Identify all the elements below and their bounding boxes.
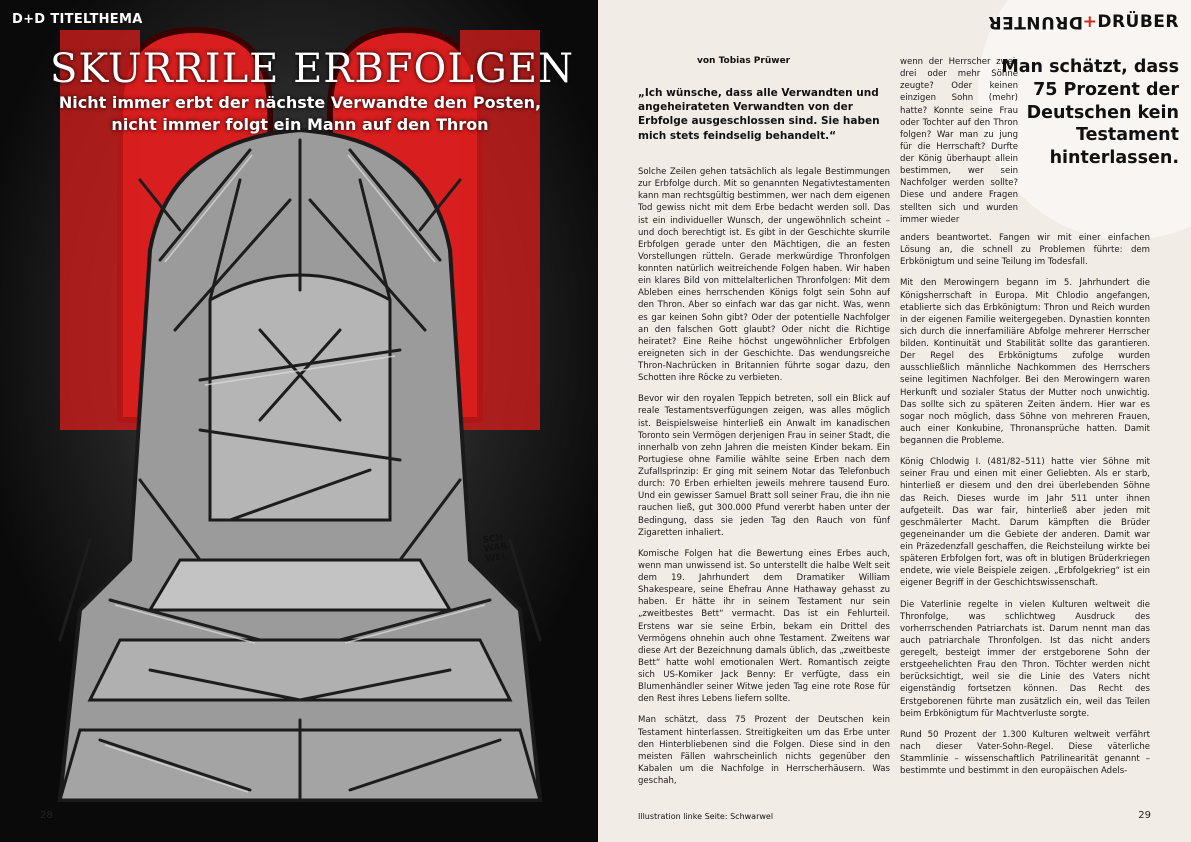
paragraph: Komische Folgen hat die Bewertung eines Erbes auch, wenn man unwissend ist. So unterstellt die halbe Welt seit dem 19. Jahrhundert dem Dramatiker William Shakespeare, seine Ehefrau Anne Hathaway gehasst zu haben. Er hätte ihr in seinem Testament nur sein „zweitbestes Bett“ vermacht. Das ist ein Fehlurteil. Erstens war sie seine Erbin, bekam ein Drittel des Vermögens ohnehin auch ohne Testament. Zweitens war diese Art der Bezeichnung damals üblich, das „zweitbeste Bett“ hatte wohl emotionalen Wert. Romantisch zeigte sich US-Komiker Jack Benny: Er verfügte, dass ein Blumenhändler seiner Witwe jeden Tag eine rote Rose für den Rest ihres Lebens liefern sollte. — [638, 548, 890, 705]
logo-plus: + — [1082, 12, 1098, 32]
paragraph: Solche Zeilen gehen tatsächlich als legale Bestimmungen zur Erbfolge durch. Mit so genannten Negativtestamenten kann man rechtsgültig bestimmen, wer nach dem eigenen Tod gewiss nicht mit dem Erbe bedacht werden soll. Das ist ein individueller Wunsch, der ungewöhnlich scheint – und doch berechtigt ist. Es gibt in der Geschichte skurrile Erbfolgen gerade unter den Mächtigen, die an festen Vorstellungen rütteln. Gerade merkwürdige Thronfolgen konnten natürlich weitreichende Folgen haben. Wir haben ein klares Bild von mittelalterlichen Thronfolgen: Mit dem Ableben eines herrschenden Königs folgt sein Sohn auf den Thron. Aber so einfach war das gar nicht. Was, wenn es gar keinen Sohn gibt? Oder der potentielle Nachfolger an den falschen Gott glaubt? Oder nicht die Richtige heiratet? Eine Reihe höchst ungewöhnlicher Erbfolgen ereigneten sich in der Geschichte. Das wendungsreiche Thron-Nachrücken in Britannien führte sogar dazu, den Schotten ihre Röcke zu verbieten. — [638, 167, 890, 384]
section-label-text: TITELTHEMA — [50, 12, 143, 27]
text-column-2 — [900, 232, 1150, 786]
paragraph: wenn der Herrscher zwei, drei oder mehr Söhne zeugte? Oder keinen einzigen Sohn (mehr) hatte? Konnte seine Frau oder Tochter auf den Thron folgen? War man zu jung für die Herrschaft? Durfte der König überhaupt allein bestimmen, wer sein Nachfolger werden sollte? Diese und andere Fragen stellten sich und wurden immer wieder — [900, 57, 1018, 225]
paragraph: Man schätzt, dass 75 Prozent der Deutschen kein Testament hinterlassen. Streitigkeiten um das Erbe unter den Hinterbliebenen sind die Folgen. Diese sind in den meisten Fällen wahrscheinlich nichts gegenüber den Kabalen um die Nachfolge in Herrscherhäusern. Was geschah, — [638, 715, 890, 786]
article-subtitle: Nicht immer erbt der nächste Verwandte den Posten, nicht immer folgt ein Mann auf den Thron — [58, 93, 542, 134]
section-label — [12, 12, 143, 27]
logo-drunter: DRUNTER — [987, 12, 1083, 32]
right-page — [598, 0, 1191, 842]
page-number-right: 29 — [1138, 810, 1151, 821]
paragraph: Bevor wir den royalen Teppich betreten, soll ein Blick auf reale Testamentsverfügungen zeigen, was alles möglich ist. Beispielsweise hinterließ ein Anwalt im kanadischen Toronto sein Vermögen derjenigen Frau in seiner Stadt, die innerhalb von zehn Jahren die meisten Kinder bekam. Ein Portugiese ohne Familie wählte seine Erben nach dem Zufallsprinzip: Er ging mit seinem Notar das Telefonbuch durch: 70 Erben erhielten jeweils mehrere tausend Euro. Und ein gewisser Samuel Bratt soll seiner Frau, die ihn nie rauchen ließ, gut 300.000 Pfund vererbt haben unter der Bedingung, dass sie jeden Tag den Rauch von fünf Zigaretten inhaliert. — [638, 394, 890, 538]
magazine-logo — [988, 12, 1179, 32]
pull-quote: Man schätzt, dass 75 Prozent der Deutschen kein Testament hinterlassen. — [1001, 57, 1179, 168]
artist-signature: SCH WAR WEL — [482, 533, 508, 565]
paragraph: anders beantwortet. Fangen wir mit einer einfachen Lösung an, die schnell zu Problemen führte: dem Erbkönigtum und seine Teilung im Todesfall. — [900, 233, 1150, 268]
article-title: SKURRILE ERBFOLGEN — [50, 46, 575, 92]
intro-quote: „Ich wünsche, dass alle Verwandten und angeheirateten Verwandten von der Erbfolge ausgeschlossen sind. Sie haben mich stets feindselig behandelt.“ — [638, 87, 880, 142]
text-column-1 — [638, 166, 890, 796]
logo-drueber: DRÜBER — [1097, 12, 1179, 32]
page-number-left: 28 — [40, 810, 53, 821]
paragraph: König Chlodwig I. (481/82–511) hatte vier Söhne mit seiner Frau und einen mit einer Geliebten. Als er starb, hinterließ er diesem und den drei überlebenden Söhne das Reich. Dieses wurde im Jahr 511 unter ihnen aufgeteilt. Das war fair, hinterließ aber jeden mit geschmälerter Macht. Darum kämpften die Brüder gegeneinander um die Gebiete der anderen. Damit war ein Präzedenzfall geschaffen, die Reichsteilung wirkte bei späteren Erbfolgen fort, was oft in blutigen Brüderkriegen endete, wie viele Beispiele zeigen. „Erbfolgekrieg“ ist ein eigener Begriff in der Geschichtswissenschaft. — [900, 457, 1150, 589]
illustration-credit: Illustration linke Seite: Schwarwel — [638, 812, 774, 821]
paragraph: Die Vaterlinie regelte in vielen Kulturen weltweit die Thronfolge, was schlichtweg Ausdruck des vorherrschenden Patriarchats ist. Darum nennt man das auch patriarchale Thronfolgen. Ist das nicht anders geregelt, besteigt immer der erstgeborene Sohn der erstgeehelichten Frau den Thron. Töchter werden nicht berücksichtigt, weil sie die Linie des Vaters nicht eigenständig fortsetzen können. Das Recht des Erstgeborenen führte man zusätzlich ein, weil das Teilen beim Erbkönigtum für Machtverluste sorgte. — [900, 599, 1150, 719]
paragraph: Rund 50 Prozent der 1.300 Kulturen weltweit verfährt nach dieser Vater-Sohn-Regel. Diese väterliche Stammlinie – wissenschaftlich Patrilinearität genannt – bestimmte und bestimmt in den europäischen Adels- — [900, 729, 1150, 777]
author-byline: von Tobias Prüwer — [697, 56, 791, 66]
brand-mark: D+D — [12, 12, 46, 27]
paragraph: Mit den Merowingern begann im 5. Jahrhundert die Königsherrschaft in Europa. Mit Chlodio angefangen, etablierte sich das Erbkönigtum: Thron und Reich wurden in der eigenen Familie weitergegeben. Dynastien konnten sich durch die innerfamiliäre Abfolge mehrerer Herrscher bilden. Kontinuität und Stabilität sollte das garantieren. Der Regel des Erbkönigtums zufolge wurden ausschließlich männliche Nachkommen des Herrschers seine legitimen Nachfolger. Bei den Merowingern waren Herkunft und sozialer Status der Mutter noch unwichtig. Das sollte sich zu späteren Zeiten ändern. Hier war es sogar noch möglich, dass Söhne von mehreren Frauen, auch einer Konkubine, Thronansprüche hatten. Damit begannen die Probleme. — [900, 278, 1150, 446]
